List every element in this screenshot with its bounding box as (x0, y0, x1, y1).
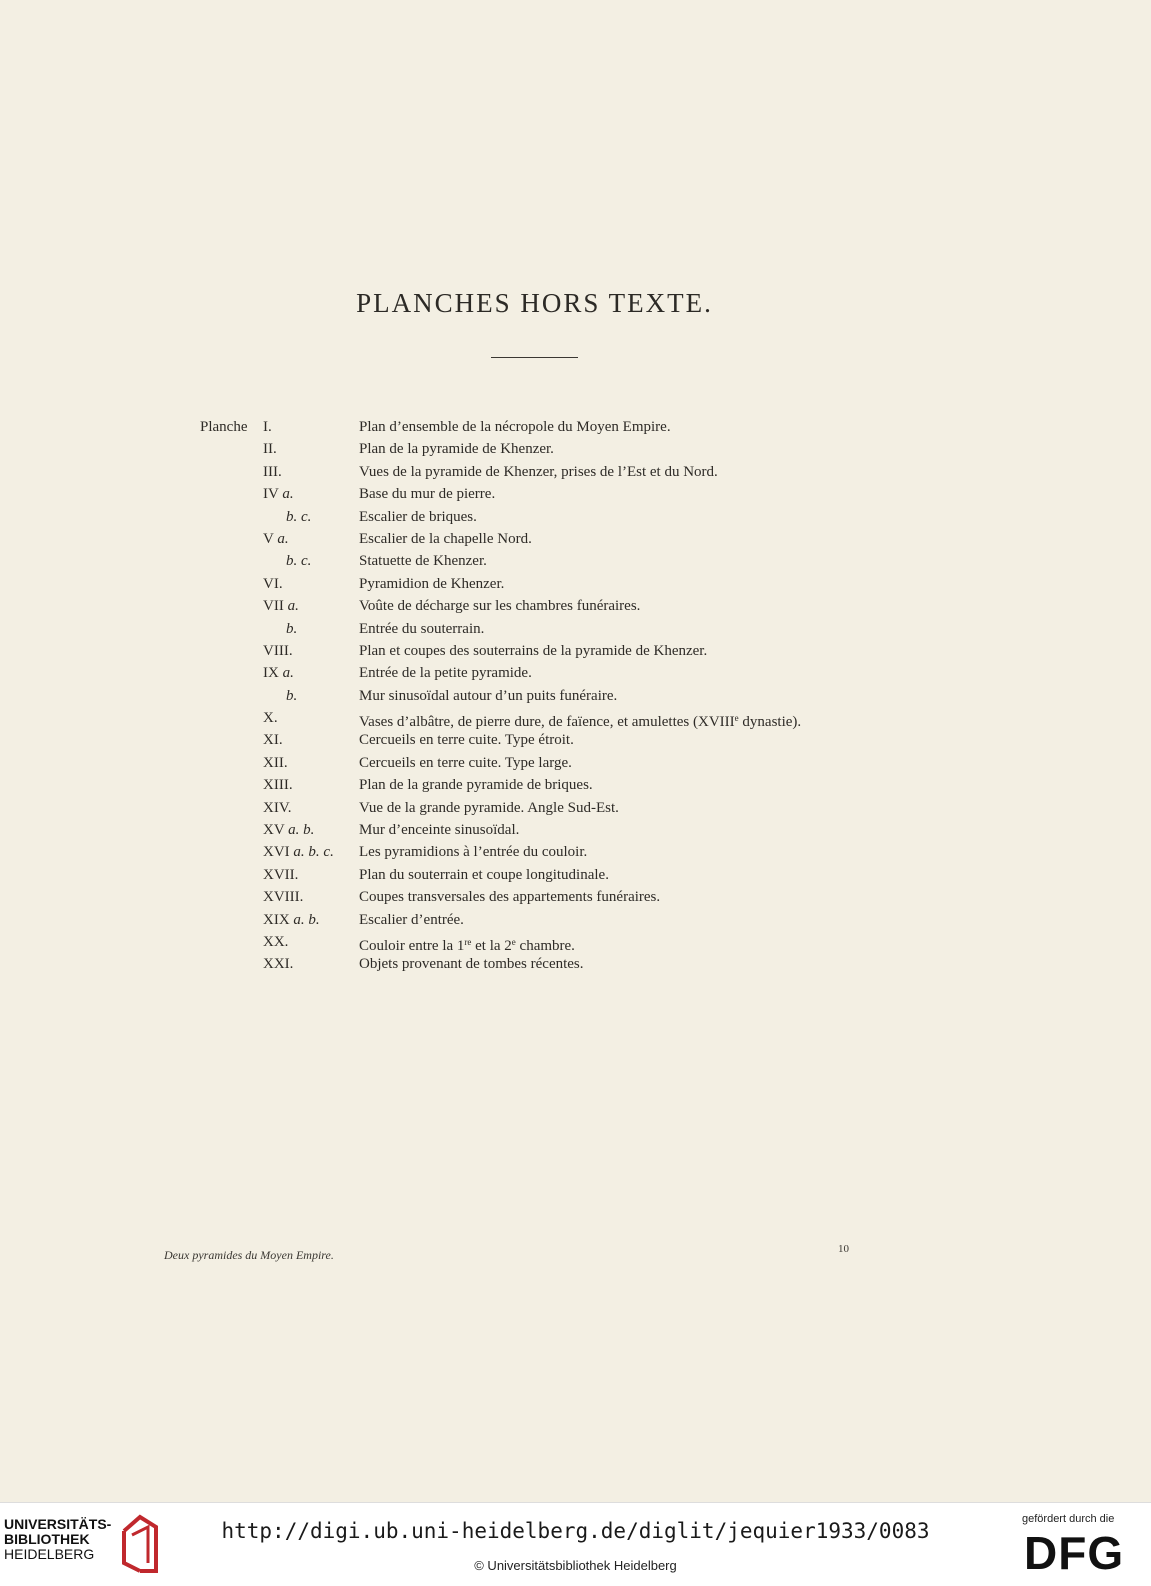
plate-number: X. (263, 710, 278, 727)
plate-row (0, 888, 1151, 910)
plate-number: XVI a. b. c. (263, 844, 334, 861)
plate-row (0, 933, 1151, 955)
plate-number: XII. (263, 754, 288, 771)
plate-description: Plan de la pyramide de Khenzer. (359, 441, 554, 458)
plate-description: Escalier de la chapelle Nord. (359, 530, 532, 547)
plate-row (0, 620, 1151, 642)
plate-description: Couloir entre la 1re et la 2e chambre. (359, 936, 575, 954)
plate-number: VII a. (263, 598, 299, 615)
plate-description: Statuette de Khenzer. (359, 553, 487, 570)
plate-description: Escalier de briques. (359, 508, 477, 525)
plate-lead-label: Planche (200, 419, 248, 435)
plate-number: III. (263, 463, 282, 480)
plate-description: Vases d’albâtre, de pierre dure, de faïence, et amulettes (XVIIIe dynastie). (359, 713, 802, 731)
dfg-logo[interactable]: DFG (1024, 1527, 1125, 1579)
plate-row (0, 485, 1151, 507)
plate-row (0, 440, 1151, 462)
plate-row (0, 530, 1151, 552)
library-name-line-3: HEIDELBERG (4, 1546, 95, 1562)
viewer-footer-bar (0, 1502, 1151, 1586)
plate-description: Coupes transversales des appartements funéraires. (359, 889, 661, 906)
plate-number: b. (286, 687, 298, 704)
plate-description: Plan du souterrain et coupe longitudinale. (359, 866, 609, 883)
title-rule (491, 357, 578, 358)
plate-row (0, 866, 1151, 888)
plate-number: VIII. (263, 642, 293, 659)
plate-row (0, 843, 1151, 865)
plate-description: Plan d’ensemble de la nécropole du Moyen Empire. (359, 419, 671, 435)
plate-description: Plan et coupes des souterrains de la pyramide de Khenzer. (359, 642, 708, 659)
plate-row (0, 754, 1151, 776)
plate-description: Voûte de décharge sur les chambres funéraires. (359, 598, 641, 615)
plate-number: II. (263, 441, 277, 458)
copyright-notice: © Universitätsbibliothek Heidelberg (474, 1558, 677, 1573)
plate-row (0, 575, 1151, 597)
plate-row (0, 821, 1151, 843)
plate-number: XVIII. (263, 889, 304, 906)
plate-description: Base du mur de pierre. (359, 486, 496, 503)
plate-number: XIV. (263, 799, 292, 816)
running-title: Deux pyramides du Moyen Empire. (164, 1248, 334, 1262)
plate-number: b. c. (286, 553, 312, 570)
plate-row (0, 799, 1151, 821)
plate-description: Objets provenant de tombes récentes. (359, 956, 584, 973)
plate-description: Les pyramidions à l’entrée du couloir. (359, 844, 588, 861)
plate-row (0, 463, 1151, 485)
plate-description: Mur sinusoïdal autour d’un puits funéraire. (359, 687, 618, 704)
plate-row (0, 687, 1151, 709)
plate-description: Cercueils en terre cuite. Type large. (359, 754, 572, 771)
plate-number: I. (263, 419, 272, 435)
plate-row (0, 955, 1151, 977)
page-title: PLANCHES HORS TEXTE. (356, 288, 713, 318)
plate-description: Entrée du souterrain. (359, 620, 485, 637)
plate-number: XV a. b. (263, 822, 315, 839)
plate-number: VI. (263, 575, 283, 592)
plate-number: XI. (263, 732, 283, 749)
plate-row (0, 597, 1151, 619)
plate-number: IV a. (263, 486, 294, 503)
plate-description: Mur d’enceinte sinusoïdal. (359, 822, 520, 839)
library-name-line-1: UNIVERSITÄTS- (4, 1516, 112, 1532)
plate-description: Escalier d’entrée. (359, 911, 464, 928)
plate-description: Cercueils en terre cuite. Type étroit. (359, 732, 574, 749)
plate-row (0, 731, 1151, 753)
plate-number: b. c. (286, 508, 312, 525)
plate-row (0, 664, 1151, 686)
plate-description: Entrée de la petite pyramide. (359, 665, 532, 682)
plate-number: b. (286, 620, 298, 637)
plate-number: XIII. (263, 777, 293, 794)
plate-description: Vues de la pyramide de Khenzer, prises de l’Est et du Nord. (359, 463, 718, 480)
plate-row (0, 552, 1151, 574)
permalink-url[interactable]: http://digi.ub.uni-heidelberg.de/diglit/jequier1933/0083 (221, 1519, 930, 1543)
plate-description: Plan de la grande pyramide de briques. (359, 777, 593, 794)
plate-number: XXI. (263, 956, 294, 973)
plate-row (0, 642, 1151, 664)
plate-row (0, 911, 1151, 933)
plate-number: XX. (263, 933, 289, 950)
plate-list (0, 418, 1151, 978)
plate-description: Pyramidion de Khenzer. (359, 575, 505, 592)
plate-number: IX a. (263, 665, 294, 682)
plate-number: V a. (263, 530, 289, 547)
funder-label: gefördert durch die (1022, 1513, 1115, 1525)
plate-number: XIX a. b. (263, 911, 320, 928)
plate-row (0, 709, 1151, 731)
plate-number: XVII. (263, 866, 299, 883)
plate-description: Vue de la grande pyramide. Angle Sud-Est. (359, 799, 619, 816)
plate-row (0, 418, 1151, 440)
library-name-line-2: BIBLIOTHEK (4, 1531, 90, 1547)
page-number: 10 (838, 1243, 849, 1255)
plate-row (0, 776, 1151, 798)
plate-row (0, 508, 1151, 530)
